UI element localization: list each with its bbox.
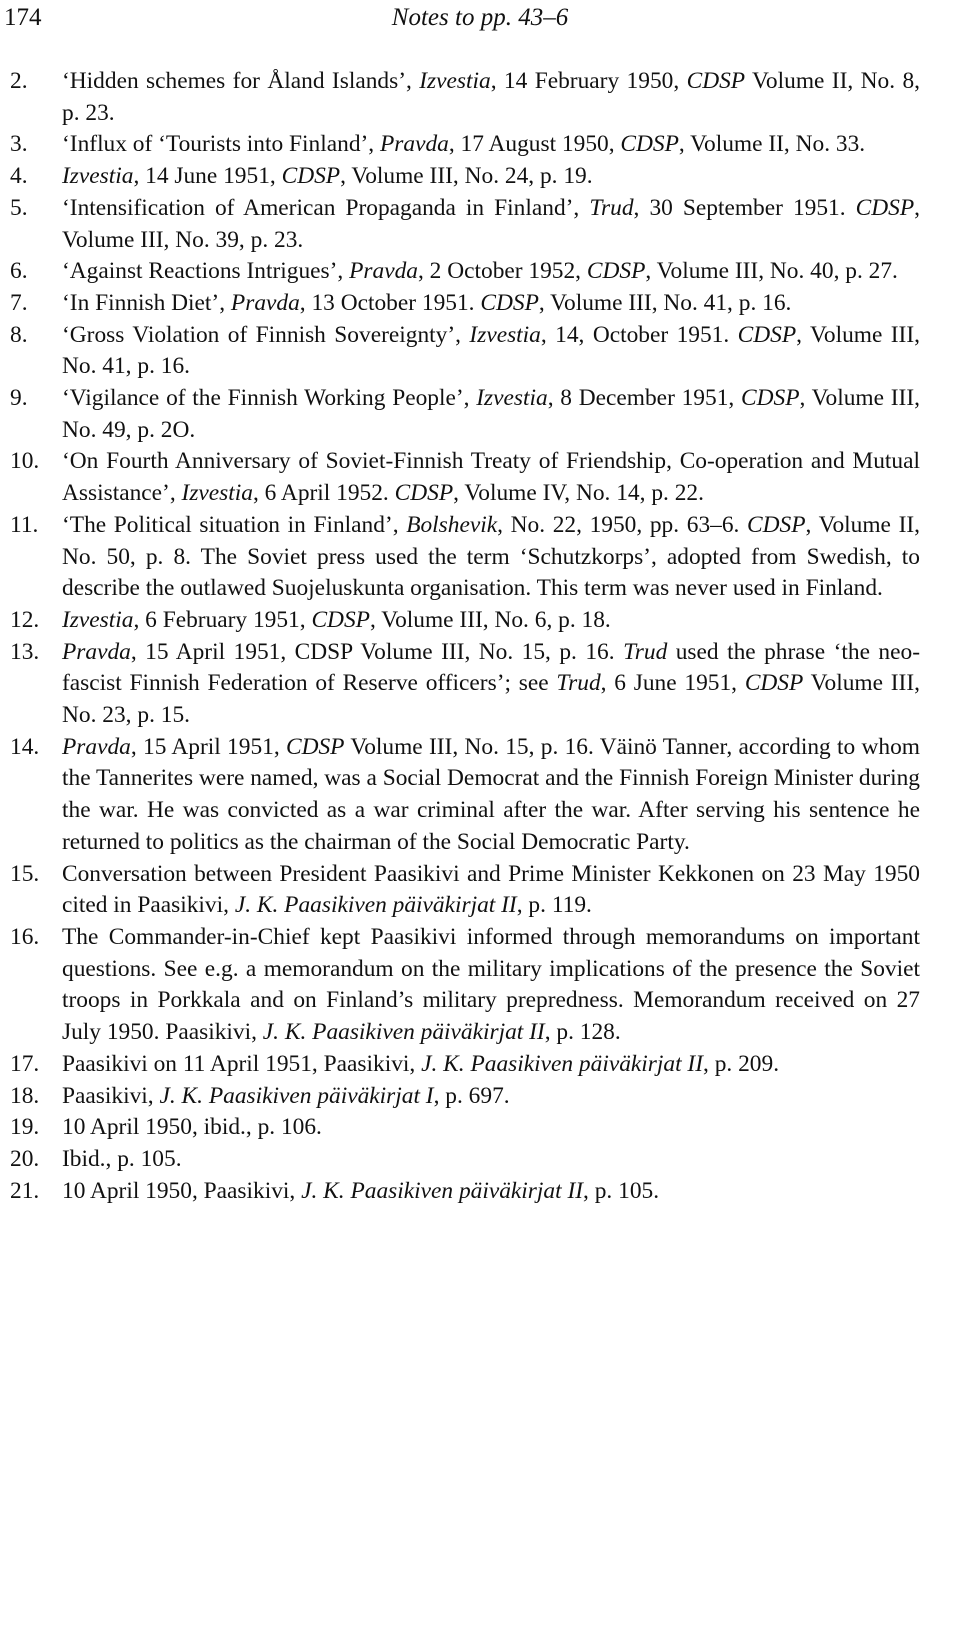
endnote-number: 17. — [10, 1050, 40, 1077]
endnote-text: Paasikivi on 11 April 1951, Paasikivi, J. K. Paasikiven päiväkirjat II, p. 209. — [62, 1050, 780, 1077]
endnote-number: 11. — [10, 511, 39, 538]
endnote-number: 6. — [10, 258, 28, 285]
endnote — [10, 320, 920, 383]
endnote-text: Pravda, 15 April 1951, CDSP Volume III, No. 15, p. 16. Trud used the phrase ‘the neo-fascist Finnish Federation of Reserve officers’; see Trud, 6 June 1951, CDSP Volume III, No. 23, p. 15. — [62, 638, 920, 729]
endnote-text: 10 April 1950, ibid., p. 106. — [62, 1114, 322, 1141]
endnote-number: 12. — [10, 606, 40, 633]
endnote-text: Paasikivi, J. K. Paasikiven päiväkirjat I, p. 697. — [62, 1082, 510, 1109]
endnote — [10, 1144, 920, 1176]
endnotes-list — [10, 66, 920, 1207]
endnote-number: 21. — [10, 1177, 40, 1204]
endnote — [10, 1049, 920, 1081]
endnote-number: 15. — [10, 860, 40, 887]
endnote-number: 14. — [10, 733, 40, 760]
endnote-text: Pravda, 15 April 1951, CDSP Volume III, No. 15, p. 16. Väinö Tanner, according to whom the Tannerites were named, was a Social Democrat and the Finnish Foreign Minister during the war. He was convicted as a war criminal after the war. After serving his sentence he returned to politics as the chairman of the Social Democratic Party. — [62, 733, 920, 855]
endnote-number: 19. — [10, 1114, 40, 1141]
endnote-text: Izvestia, 14 June 1951, CDSP, Volume III, No. 24, p. 19. — [62, 163, 593, 190]
endnote — [10, 732, 920, 859]
running-head: Notes to pp. 43–6 — [391, 4, 569, 31]
endnote-text: ‘Vigilance of the Finnish Working People’, Izvestia, 8 December 1951, CDSP, Volume III, No. 49, p. 2O. — [62, 385, 920, 443]
endnote-text: ‘Influx of ‘Tourists into Finland’, Pravda, 17 August 1950, CDSP, Volume II, No. 33. — [62, 131, 866, 158]
endnote — [10, 637, 920, 732]
endnote-text: ‘The Political situation in Finland’, Bolshevik, No. 22, 1950, pp. 63–6. CDSP, Volume II, No. 50, p. 8. The Soviet press used the term ‘Schutzkorps’, adopted from Swedish, to describe the outlawed Suojeluskunta organisation. This term was never used in Finland. — [62, 511, 920, 602]
endnote-number: 13. — [10, 638, 40, 665]
endnote-text: ‘Gross Violation of Finnish Sovereignty’, Izvestia, 14, October 1951. CDSP, Volume III, No. 41, p. 16. — [62, 321, 920, 380]
endnote-number: 8. — [10, 321, 28, 348]
endnote-text: 10 April 1950, Paasikivi, J. K. Paasikiven päiväkirjat II, p. 105. — [62, 1177, 660, 1204]
endnote-text: ‘In Finnish Diet’, Pravda, 13 October 1951. CDSP, Volume III, No. 41, p. 16. — [62, 289, 792, 316]
endnote-text: Ibid., p. 105. — [62, 1145, 182, 1172]
endnote — [10, 383, 920, 446]
endnote — [10, 288, 920, 320]
endnote-text: ‘Intensification of American Propaganda in Finland’, Trud, 30 September 1951. CDSP, Volume III, No. 39, p. 23. — [62, 194, 920, 253]
endnote — [10, 1081, 920, 1113]
page-number: 174 — [4, 4, 42, 31]
endnote — [10, 1112, 920, 1144]
page-header — [0, 0, 960, 48]
endnote — [10, 922, 920, 1049]
endnote-number: 5. — [10, 194, 28, 221]
endnote-text: ‘Against Reactions Intrigues’, Pravda, 2 October 1952, CDSP, Volume III, No. 40, p. 27. — [62, 258, 898, 285]
endnote-number: 9. — [10, 385, 28, 412]
endnote-number: 16. — [10, 923, 40, 950]
endnote-number: 10. — [10, 448, 40, 475]
endnote-text: ‘On Fourth Anniversary of Soviet-Finnish Treaty of Friendship, Co-operation and Mutual Assistance’, Izvestia, 6 April 1952. CDSP, Volume IV, No. 14, p. 22. — [62, 448, 920, 507]
endnote-text: ‘Hidden schemes for Åland Islands’, Izvestia, 14 February 1950, CDSP Volume II, No. 8, p. 23. — [62, 68, 920, 126]
endnote — [10, 161, 920, 193]
endnote — [10, 446, 920, 509]
endnote — [10, 510, 920, 605]
endnote — [10, 605, 920, 637]
endnote-number: 18. — [10, 1082, 40, 1109]
endnote-number: 7. — [10, 289, 28, 316]
endnote — [10, 193, 920, 256]
endnote — [10, 66, 920, 129]
endnote-text: Izvestia, 6 February 1951, CDSP, Volume III, No. 6, p. 18. — [62, 606, 611, 633]
endnote-text: Conversation between President Paasikivi and Prime Minister Kekkonen on 23 May 1950 cited in Paasikivi, J. K. Paasikiven päiväkirjat II, p. 119. — [62, 860, 920, 919]
endnote — [10, 129, 920, 161]
endnote — [10, 859, 920, 922]
endnote-number: 20. — [10, 1145, 40, 1172]
endnote — [10, 256, 920, 288]
endnote-number: 4. — [10, 163, 28, 190]
endnote — [10, 1176, 920, 1208]
endnote-text: The Commander-in-Chief kept Paasikivi informed through memorandums on important questions. See e.g. a memorandum on the military implications of the presence the Soviet troops in Porkkala and on Finland’s military prepredness. Memorandum received on 27 July 1950. Paasikivi, J. K. Paasikiven päiväkirjat II, p. 128. — [62, 923, 920, 1046]
endnote-number: 2. — [10, 68, 28, 94]
endnote-number: 3. — [10, 131, 28, 158]
